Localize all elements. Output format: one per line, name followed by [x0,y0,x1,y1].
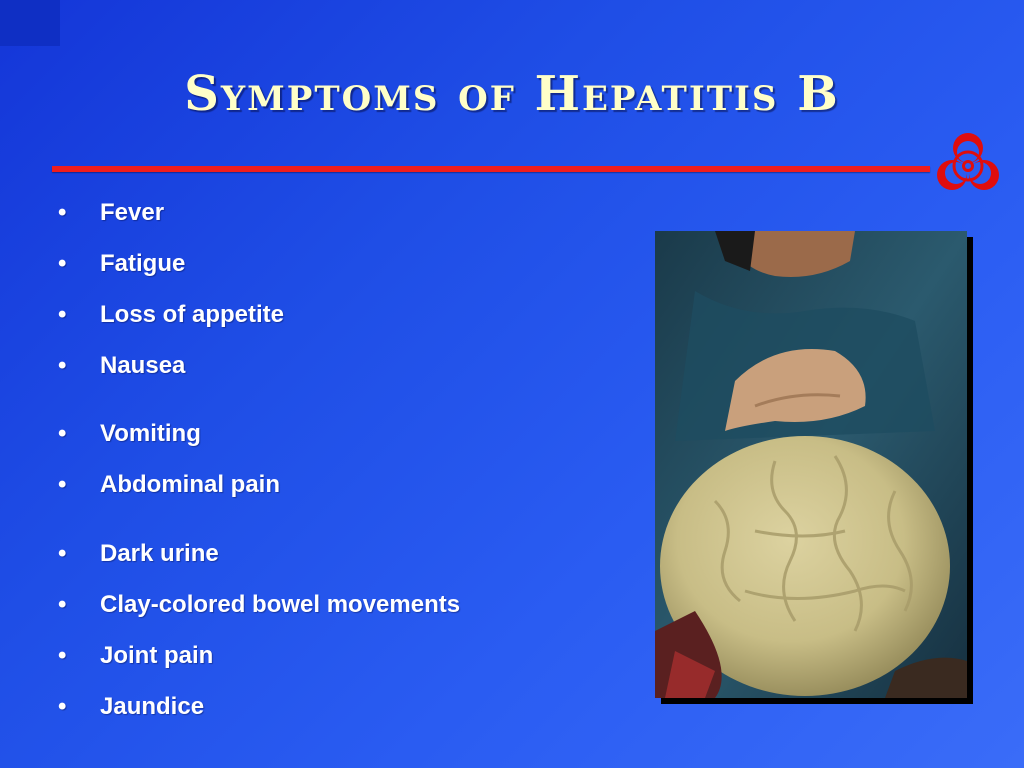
bullet-dot: • [58,301,67,328]
bullet-dot: • [58,693,67,720]
biohazard-icon [928,128,1008,200]
symptom-text: Jaundice [100,693,205,720]
title-divider [52,166,930,172]
symptom-text: Clay-colored bowel movements [100,591,461,618]
symptom-text: Vomiting [100,420,201,447]
symptom-text: Loss of appetite [100,301,285,328]
bullet-dot: • [58,420,67,447]
symptom-text: Abdominal pain [100,471,280,498]
bullet-dot: • [58,352,67,379]
symptom-text: Joint pain [100,642,214,669]
symptom-text: Fatigue [100,250,186,277]
bullet-dot: • [58,540,67,567]
symptom-text: Fever [100,199,165,226]
symptom-text: Nausea [100,352,186,379]
patient-photo [655,231,967,698]
symptom-text: Dark urine [100,540,219,567]
slide-title: Symptoms of Hepatitis B [184,66,840,122]
bullet-dot: • [58,642,67,669]
bullet-dot: • [58,471,67,498]
bullet-dot: • [58,250,67,277]
corner-mark [0,0,60,46]
bullet-dot: • [58,591,67,618]
bullet-dot: • [58,199,67,226]
